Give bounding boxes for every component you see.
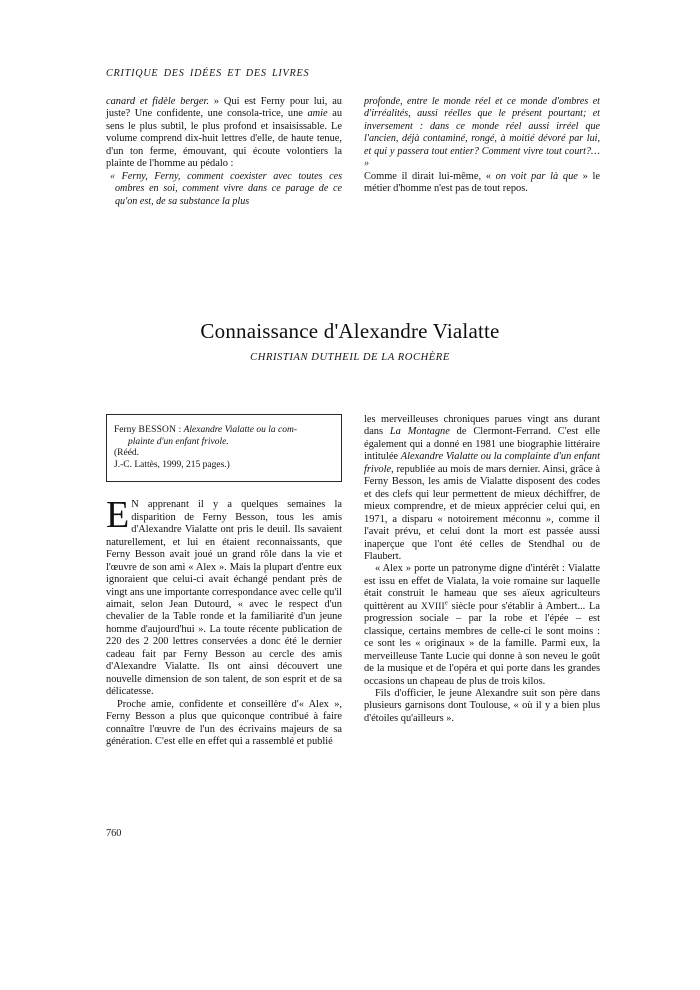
right-p2-part2: siècle pour s'établir à Ambert... La progression sociale – par la robe et l'épée – est classique, certains membres de celle-ci le sont moins : ce sont les « originaux » de la famille. Parmi eux, la merveilleuse Tante Lucie qui donne à son neveu le goût de la musique et de l'opéra et qui porte dans les grandes occasions un chapeau de plus de trois kilos. (364, 600, 600, 687)
century-roman-numeral: XVIII (421, 601, 445, 612)
drop-cap-letter: E (106, 494, 130, 537)
continuation-roman-1: » Qui est Ferny pour lui, au juste? Une confidente, une consola-trice, une (106, 96, 343, 120)
ref-author-first: Ferny (114, 425, 137, 435)
continuation-italic-amie: amie (307, 108, 328, 120)
article-right-column (364, 414, 600, 748)
ref-separator: : (176, 425, 184, 435)
closing-roman-2: » le métier d'homme n'est pas de tout repos. (364, 170, 601, 195)
book-reference-text (114, 425, 333, 471)
continuation-left-column (106, 96, 342, 208)
article-author: CHRISTIAN DUTHEIL DE LA ROCHÈRE (250, 352, 450, 363)
article-right-paragraph-3: Fils d'officier, le jeune Alexandre suit son père dans plusieurs garnisons dont Toulouse, « où il y a bien plus d'étoiles qu'ailleurs ». (364, 687, 600, 724)
book-reference-box (106, 414, 342, 482)
continuation-block (106, 96, 600, 208)
continuation-roman-2: au sens le plus subtil, le plus profond et insaisissable. Le volume comprend dix-huit lettres d'elle, de haute tenue, d'un ton ferme, émouvant, qui écoute volontiers la plainte de l'homme au pédalo : (106, 108, 343, 170)
right-p1-run-3: , republiée au mois de mars dernier. Ainsi, grâce à Ferny Besson, les amis de Vialatte disposent des codes et des clefs qui leur permettent de mieux déchiffrer, de mieux comprendre, et de mieux apprécier celui qui, en 1971, a disparu « notoirement méconnu », comme il l'avait prévu, et celui dont la mort est passée aussi inaperçue que l'ont été celles de Stendhal ou de Flaubert. (364, 463, 600, 562)
lead-smallcaps: N (131, 499, 139, 511)
closing-roman-1: Comme il dirait lui-même, « (364, 170, 496, 182)
ref-work-title-line1: Alexandre Vialatte ou la com- (183, 425, 298, 435)
right-p1-run-1: les merveilleuses chroniques parues vingt ans durant dans (364, 414, 600, 438)
article-right-paragraph-2 (364, 563, 600, 688)
article-right-paragraph-1 (364, 414, 600, 563)
running-header: CRITIQUE DES IDÉES ET DES LIVRES (106, 68, 310, 79)
ref-publication-line2: J.-C. Lattès, 1999, 215 pages.) (114, 459, 230, 470)
ref-author-last: BESSON (138, 425, 177, 435)
article-title: Connaissance d'Alexandre Vialatte (200, 319, 500, 344)
article-first-paragraph (106, 494, 342, 698)
continuation-paragraph (106, 96, 342, 171)
article-left-paragraph-2: Proche amie, confidente et conseillère d'« Alex », Ferny Besson a plus que quiconque contribué à faire connaître l'œuvre de l'un des écrivains majeurs de sa génération. C'est elle en effet qui a rassemblé et publié (106, 698, 342, 747)
continuation-quote-right: profonde, entre le monde réel et ce monde d'ombres et d'irréalités, aussi réelles que le présent pourtant; et inversement : dans ce monde réel aussi irréel que l'ancien, déjà contaminé, rongé, à moitié dévoré par lui, et qui y passera tout entier? Comment vivre tout court?… » (364, 96, 600, 170)
article-left-column (106, 414, 342, 748)
right-p1-italic-montagne: La Montagne (389, 426, 450, 438)
page-number: 760 (106, 828, 122, 839)
continuation-closing (364, 171, 600, 196)
closing-italic: on voit par là que (495, 170, 578, 182)
article-body (106, 414, 600, 748)
article-first-paragraph-text: apprenant il y a quelques semaines la disparition de Ferny Besson, tous les amis d'Alexandre Vialatte ont pris le deuil. Ils savaient naturellement, et lui en étaient reconnaissants, que Ferny Besson avait joué un grand rôle dans la vie et l'œuvre de son ami « Alex ». Mais la plupart d'entre eux ignoraient que celui-ci avait échangé pendant près de vingt ans une importante correspondance avec celle qu'il aimait, selon Jean Dutourd, « avec le respect d'un chevalier de la Table ronde et la familiarité d'un jeune homme d'aujourd'hui ». La toute récente publication de 220 des 2 200 lettres conservées a donc été le dernier cadeau fait par Ferny Besson au cercle des amis d'Alexandre Vialatte. Ils ont ainsi découvert une nouvelle dimension de son talent, de son esprit et de sa délicatesse. (106, 499, 342, 698)
right-p1-run-2: de Clermont-Ferrand. C'est elle également qui a donné en 1981 une biographie littéraire intitulée (364, 426, 600, 463)
continuation-italic-lead: canard et fidèle berger. (106, 96, 209, 107)
right-p2-part1: « Alex » porte un patronyme digne d'intérêt : Vialatte est issu en effet de Vialata, la voie romaine sur laquelle était construit le hameau que ses aïeux agriculteurs quittèrent au (364, 563, 600, 612)
continuation-quote-left: « Ferny, Ferny, comment coexister avec toutes ces ombres en soi, comment vivre dans ce parage de ce qu'on est, de sa substance la plus (110, 170, 342, 207)
ref-publication-inline: (Rééd. (114, 448, 140, 459)
right-p1-italic-booktitle: Alexandre Vialatte ou la complainte d'un enfant frivole (364, 451, 600, 475)
ref-work-title-line2: plainte d'un enfant frivole. (128, 436, 229, 447)
continuation-right-column (364, 96, 600, 208)
century-ordinal-suffix: e (444, 599, 448, 607)
